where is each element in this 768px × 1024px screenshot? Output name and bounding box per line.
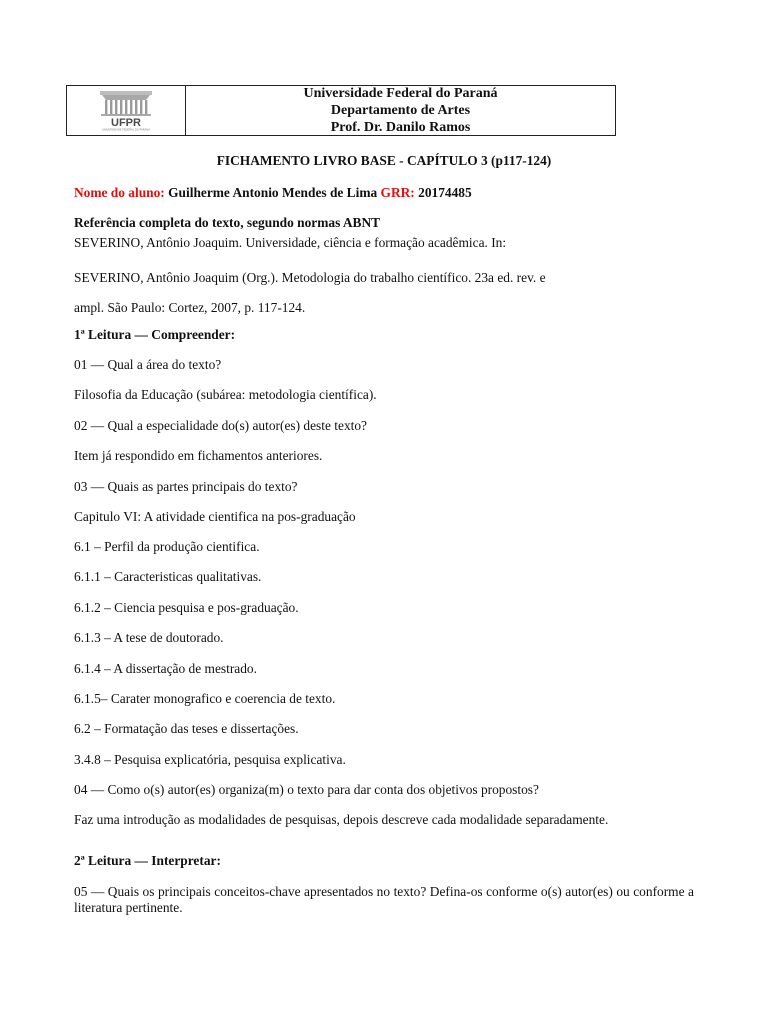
part-item: 6.1.1 – Caracteristicas qualitativas. [74,569,262,584]
institution-cell [186,86,615,135]
answer-04: Faz uma introdução as modalidades de pesquisas, depois descreve cada modalidade separadamente. [74,812,609,827]
reading2-heading: 2ª Leitura — Interpretar: [74,853,221,868]
grr-label: GRR: [380,185,415,200]
grr-value: 20174485 [418,185,472,200]
svg-text:UNIVERSIDADE FEDERAL DO PARANÁ: UNIVERSIDADE FEDERAL DO PARANÁ [102,128,150,131]
student-name-label: Nome do aluno: [74,185,165,200]
question-02: 02 — Qual a especialidade do(s) autor(es) deste texto? [74,418,367,433]
reference-heading: Referência completa do texto, segundo normas ABNT [74,215,381,230]
reference-line-3: ampl. São Paulo: Cortez, 2007, p. 117-124. [74,300,306,315]
question-05: 05 — Quais os principais conceitos-chave apresentados no texto? Defina-os conforme o(s) autor(es) ou conforme a literatura pertinente. [74,884,694,915]
svg-text:UFPR: UFPR [111,116,141,129]
ufpr-logo-icon [96,91,156,131]
question-01: 01 — Qual a área do texto? [74,357,222,372]
answer-02: Item já respondido em fichamentos anteriores. [74,448,323,463]
part-item: 6.1.3 – A tese de doutorado. [74,630,224,645]
part-item: 6.1.4 – A dissertação de mestrado. [74,661,257,676]
university-name: Universidade Federal do Paraná [303,86,498,101]
professor-name: Prof. Dr. Danilo Ramos [330,120,471,135]
part-item: 6.2 – Formatação das teses e dissertações. [74,721,299,736]
student-name-value: Guilherme Antonio Mendes de Lima [168,185,378,200]
part-item: 6.1 – Perfil da produção cientifica. [74,539,260,554]
department-name: Departamento de Artes [330,103,471,118]
part-item: Capitulo VI: A atividade cientifica na pos-graduação [74,509,356,524]
answer-01: Filosofia da Educação (subárea: metodologia científica). [74,387,377,402]
reading1-heading: 1ª Leitura — Compreender: [74,327,236,342]
question-04: 04 — Como o(s) autor(es) organiza(m) o texto para dar conta dos objetivos propostos? [74,782,539,797]
question-03: 03 — Quais as partes principais do texto? [74,479,298,494]
part-item: 6.1.5– Carater monografico e coerencia de texto. [74,691,336,706]
part-item: 3.4.8 – Pesquisa explicatória, pesquisa explicativa. [74,752,346,767]
student-line [74,185,472,201]
page-title: FICHAMENTO LIVRO BASE - CAPÍTULO 3 (p117-124) [216,153,552,168]
header-table [66,85,616,136]
reference-line-2: SEVERINO, Antônio Joaquim (Org.). Metodologia do trabalho científico. 23a ed. rev. e [74,270,546,285]
reference-line-1: SEVERINO, Antônio Joaquim. Universidade, ciência e formação acadêmica. In: [74,235,507,250]
part-item: 6.1.2 – Ciencia pesquisa e pos-graduação. [74,600,299,615]
logo-cell [67,86,186,135]
